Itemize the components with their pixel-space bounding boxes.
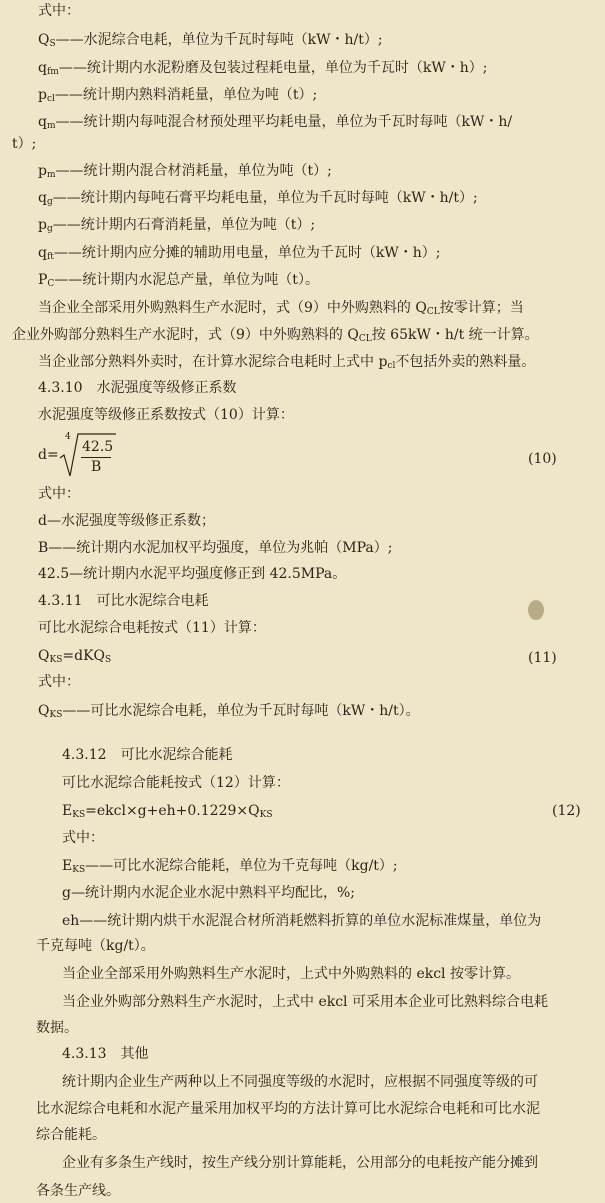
def-pcl: $p_{cl}——$统计期内熟料消耗量，单位为吨（t）; [38,87,318,104]
formula-10-intro: 水泥强度等级修正系数按式（10）计算： [38,407,294,423]
eq12: $E_{KS}=ekcl\times g+eh+0.1229\times Q_{KS}$ [62,803,273,820]
where-heading: 式中： [38,3,80,19]
def-qs: $Q_S——$水泥综合电耗，单位为千瓦时每吨（kW・h/t）; [38,32,383,49]
def-qfm: $q_{fm}——$统计期内水泥粉磨及包装过程耗电量，单位为千瓦时（kW・h）; [38,60,488,77]
para-multi-grade-3: 综合能耗。 [36,1127,106,1143]
where-heading-11: 式中： [38,674,80,690]
def-d: d—水泥强度等级修正系数； [38,513,215,529]
para-multi-grade-1: 统计期内企业生产两种以上不同强度等级的水泥时，应根据不同强度等级的可 [62,1074,538,1090]
def-eh-cont: 千克每吨（kg/t）。 [36,938,155,954]
def-eks: $E_{KS}——$可比水泥综合能耗，单位为千克每吨（kg/t）; [62,858,398,875]
def-b: B——统计期内水泥加权平均强度，单位为兆帕（MPa）; [38,540,393,556]
section-4-3-12: 4.3.12 可比水泥综合能耗 [62,747,233,763]
note-ekcl-own-cont: 数据。 [36,1020,78,1036]
note-ekcl-own: 当企业外购部分熟料生产水泥时，上式中 ekcl 可采用本企业可比熟料综合电耗 [62,994,548,1010]
note-clinker-sales: 当企业部分熟料外卖时，在计算水泥综合电耗时上式中 $p_{cl}$不包括外卖的熟料量。 [38,354,536,371]
para-multi-line-1: 企业有多条生产线时，按生产线分别计算能耗，公用部分的电耗按产能分摊到 [62,1155,538,1171]
para-multi-grade-2: 比水泥综合电耗和水泥产量采用加权平均的方法计算可比水泥综合电耗和可比水泥 [36,1101,540,1117]
eq10-numerator: 42.5 [82,439,114,455]
section-4-3-11: 4.3.11 可比水泥综合电耗 [38,593,209,609]
eq10-radical [58,428,118,480]
def-qg: $q_g——$统计期内每吨石膏平均耗电量，单位为千瓦时每吨（kW・h/t）; [38,190,478,207]
eq10-number: (10) [528,451,557,467]
formula-12-intro: 可比水泥综合能耗按式（12）计算： [62,775,290,791]
note-partial-purchase: 企业外购部分熟料生产水泥时，式（9）中外购熟料的 $Q_{CL}$按 65kW・h/t 统一计算。 [12,327,539,344]
def-qm-cont: t）; [12,136,37,152]
where-heading-10: 式中： [38,486,80,502]
def-eh: eh——统计期内烘干水泥混合材所消耗燃料折算的单位水泥标准煤量，单位为 [62,913,542,929]
def-pg: $p_g——$统计期内石膏消耗量，单位为吨（t）; [38,217,316,234]
eq11-number: (11) [528,650,557,666]
eq10-root-index: 4 [65,432,71,442]
where-heading-12: 式中： [62,830,104,846]
eq10-fraction-bar [81,457,111,458]
para-multi-line-2: 各条生产线。 [36,1183,120,1199]
def-pm: $p_m——$统计期内混合材消耗量，单位为吨（t）; [38,163,332,180]
def-qm: $q_m——$统计期内每吨混合材预处理平均耗电量，单位为千瓦时每吨（kW・h/ [38,114,513,131]
eq11: $Q_{KS}=dKQ_S$ [38,648,112,665]
def-42-5: 42.5—统计期内水泥平均强度修正到 42.5MPa。 [38,566,347,582]
eq12-number: (12) [552,803,581,819]
note-full-purchase: 当企业全部采用外购熟料生产水泥时，式（9）中外购熟料的 $Q_{CL}$按零计算；当 [38,300,524,317]
eq10-denominator: B [91,459,102,475]
def-qks: $Q_{KS}——$可比水泥综合电耗，单位为千瓦时每吨（kW・h/t）。 [38,703,420,720]
note-ekcl-zero: 当企业全部采用外购熟料生产水泥时，上式中外购熟料的 ekcl 按零计算。 [62,966,520,982]
def-pc: $P_C——$统计期内水泥总产量，单位为吨（t）。 [38,272,319,289]
section-4-3-10: 4.3.10 水泥强度等级修正系数 [38,380,237,396]
def-qft: $q_{ft}——$统计期内应分摊的辅助用电量，单位为千瓦时（kW・h）; [38,245,441,262]
paper-stain [528,600,544,620]
eq10-lhs: d= [38,447,59,463]
formula-11-intro: 可比水泥综合电耗按式（11）计算： [38,620,266,636]
def-g: g—统计期内水泥企业水泥中熟料平均配比，%; [62,885,355,901]
section-4-3-13: 4.3.13 其他 [62,1046,149,1062]
